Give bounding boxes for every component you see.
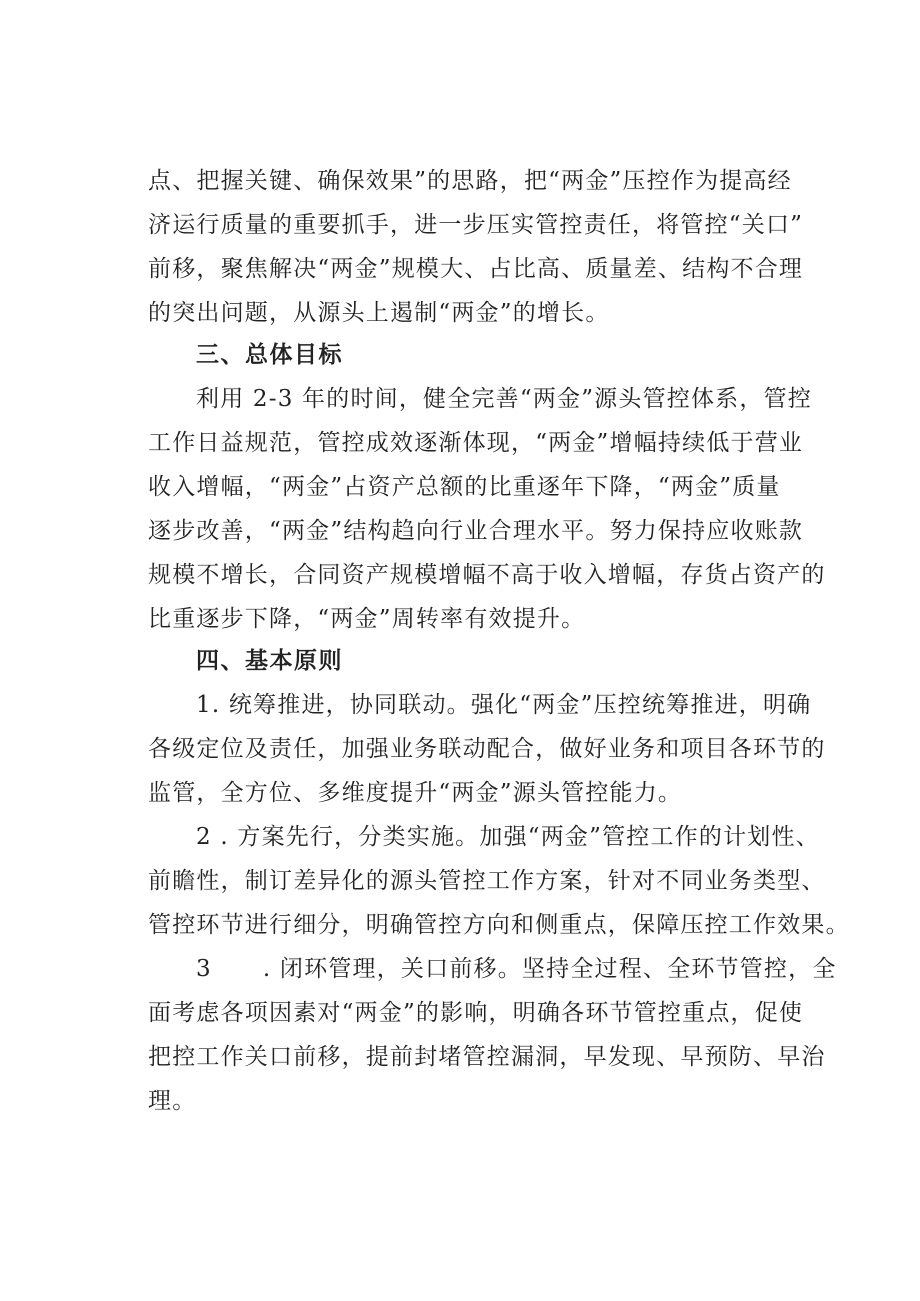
paragraph-line: 3 . 闭环管理，关口前移。坚持全过程、全环节管控，全 <box>196 956 837 982</box>
paragraph-line: 各级定位及责任，加强业务联动配合，做好业务和项目各环节的 <box>148 736 826 762</box>
paragraph-line: 收入增幅，“两金”占资产总额的比重逐年下降，“两金”质量 <box>148 474 781 500</box>
paragraph-line: 把控工作关口前移，提前封堵管控漏洞，早发现、早预防、早治 <box>148 1044 826 1070</box>
paragraph-line: 工作日益规范，管控成效逐渐体现，“两金”增幅持续低于营业 <box>148 430 804 456</box>
paragraph-line: 前移，聚焦解决“两金”规模大、占比高、质量差、结构不合理 <box>148 256 804 282</box>
paragraph-line: 规模不增长，合同资产规模增幅不高于收入增幅，存货占资产的 <box>148 562 826 588</box>
paragraph-line: 利用 2-3 年的时间，健全完善“两金”源头管控体系，管控 <box>196 386 812 412</box>
paragraph-line: 1. 统筹推进，协同联动。强化“两金”压控统筹推进，明确 <box>196 692 812 718</box>
paragraph-line: 点、把握关键、确保效果”的思路，把“两金”压控作为提高经 <box>148 168 792 194</box>
paragraph-line: 监管，全方位、多维度提升“两金”源头管控能力。 <box>148 780 683 806</box>
paragraph-line: 管控环节进行细分，明确管控方向和侧重点，保障压控工作效果。 <box>148 912 850 938</box>
paragraph-line: 比重逐步下降，“两金”周转率有效提升。 <box>148 606 586 632</box>
paragraph-line: 济运行质量的重要抓手，进一步压实管控责任，将管控“关口” <box>148 212 804 238</box>
paragraph-line: 2 . 方案先行，分类实施。加强“两金”管控工作的计划性、 <box>196 824 820 850</box>
paragraph-line: 逐步改善，“两金”结构趋向行业合理水平。努力保持应收账款 <box>148 518 804 544</box>
paragraph-line: 的突出问题，从源头上遏制“两金”的增长。 <box>148 300 610 326</box>
paragraph-line: 面考虑各项因素对“两金”的影响，明确各环节管控重点，促使 <box>148 1000 804 1026</box>
paragraph-line: 前瞻性，制订差异化的源头管控工作方案，针对不同业务类型、 <box>148 868 826 894</box>
section-heading-overall-goal: 三、总体目标 <box>196 342 343 368</box>
paragraph-line: 理。 <box>148 1088 197 1114</box>
section-heading-basic-principles: 四、基本原则 <box>196 648 343 674</box>
